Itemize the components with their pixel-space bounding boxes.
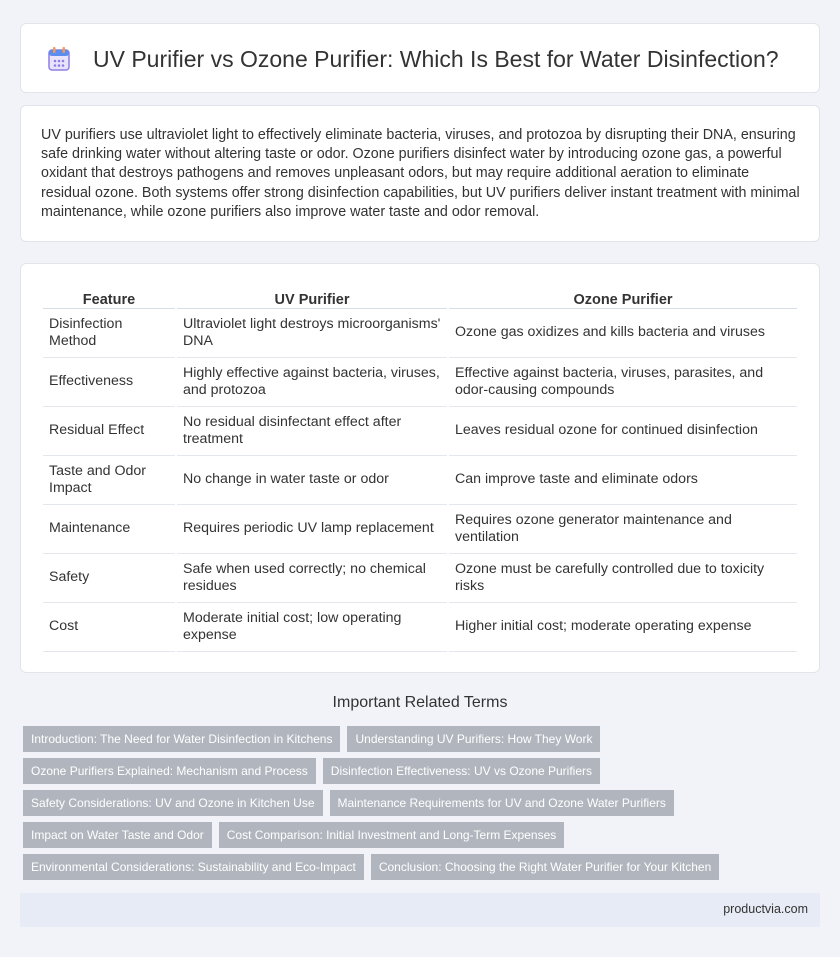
- comparison-card: [20, 263, 820, 673]
- header-uv-purifier: UV Purifier: [177, 286, 447, 309]
- tag-row: [23, 854, 823, 880]
- related-term-link[interactable]: Maintenance Requirements for UV and Ozone Water Purifiers: [330, 790, 674, 816]
- table-row: [43, 407, 797, 456]
- related-term-link[interactable]: Introduction: The Need for Water Disinfection in Kitchens: [23, 726, 340, 752]
- tag-row: [23, 758, 823, 784]
- related-term-link[interactable]: Cost Comparison: Initial Investment and Long-Term Expenses: [219, 822, 565, 848]
- page-title: UV Purifier vs Ozone Purifier: Which Is Best for Water Disinfection?: [93, 46, 779, 72]
- table-row: [43, 309, 797, 358]
- feature-cell: Taste and Odor Impact: [43, 456, 175, 505]
- page-header: [20, 23, 820, 93]
- related-term-link[interactable]: Ozone Purifiers Explained: Mechanism and Process: [23, 758, 316, 784]
- related-terms-title: Important Related Terms: [332, 694, 508, 711]
- intro-text: UV purifiers use ultraviolet light to effectively eliminate bacteria, viruses, and protozoa by disrupting their DNA, ensuring safe drinking water without altering taste or odor. Ozone purifiers disinfect water by introducing ozone gas, a powerful oxidant that destroys pathogens and removes unpleasant odors, but may require additional aeration to eliminate residual ozone. Both systems offer strong disinfection capabilities, but UV purifiers deliver instant treatment with minimal maintenance, while ozone purifiers also improve water taste and odor removal.: [41, 127, 800, 220]
- uv-cell: No residual disinfectant effect after treatment: [177, 407, 447, 456]
- comparison-table: [41, 286, 799, 652]
- table-header-row: [43, 286, 797, 309]
- uv-cell: No change in water taste or odor: [177, 456, 447, 505]
- tag-row: [23, 822, 823, 848]
- feature-cell: Effectiveness: [43, 358, 175, 407]
- footer-site-link[interactable]: productvia.com: [723, 902, 808, 916]
- feature-cell: Residual Effect: [43, 407, 175, 456]
- related-terms-list: [23, 726, 823, 886]
- related-term-link[interactable]: Understanding UV Purifiers: How They Work: [347, 726, 600, 752]
- ozone-cell: Ozone gas oxidizes and kills bacteria and viruses: [449, 309, 797, 358]
- uv-cell: Moderate initial cost; low operating expense: [177, 603, 447, 652]
- related-term-link[interactable]: Conclusion: Choosing the Right Water Purifier for Your Kitchen: [371, 854, 719, 880]
- tag-row: [23, 726, 823, 752]
- uv-cell: Ultraviolet light destroys microorganisms' DNA: [177, 309, 447, 358]
- table-row: [43, 456, 797, 505]
- header-ozone-purifier: Ozone Purifier: [449, 286, 797, 309]
- feature-cell: Maintenance: [43, 505, 175, 554]
- page-footer: [20, 893, 820, 927]
- feature-cell: Disinfection Method: [43, 309, 175, 358]
- calendar-icon: [47, 46, 71, 72]
- ozone-cell: Higher initial cost; moderate operating expense: [449, 603, 797, 652]
- tag-row: [23, 790, 823, 816]
- related-term-link[interactable]: Safety Considerations: UV and Ozone in Kitchen Use: [23, 790, 323, 816]
- feature-cell: Cost: [43, 603, 175, 652]
- related-term-link[interactable]: Impact on Water Taste and Odor: [23, 822, 212, 848]
- ozone-cell: Ozone must be carefully controlled due to toxicity risks: [449, 554, 797, 603]
- related-term-link[interactable]: Environmental Considerations: Sustainability and Eco-Impact: [23, 854, 364, 880]
- related-term-link[interactable]: Disinfection Effectiveness: UV vs Ozone Purifiers: [323, 758, 600, 784]
- uv-cell: Safe when used correctly; no chemical residues: [177, 554, 447, 603]
- ozone-cell: Can improve taste and eliminate odors: [449, 456, 797, 505]
- header-feature: Feature: [43, 286, 175, 309]
- ozone-cell: Leaves residual ozone for continued disinfection: [449, 407, 797, 456]
- table-row: [43, 554, 797, 603]
- feature-cell: Safety: [43, 554, 175, 603]
- table-row: [43, 603, 797, 652]
- intro-card: [20, 105, 820, 242]
- ozone-cell: Effective against bacteria, viruses, parasites, and odor-causing compounds: [449, 358, 797, 407]
- ozone-cell: Requires ozone generator maintenance and ventilation: [449, 505, 797, 554]
- table-row: [43, 358, 797, 407]
- uv-cell: Requires periodic UV lamp replacement: [177, 505, 447, 554]
- uv-cell: Highly effective against bacteria, viruses, and protozoa: [177, 358, 447, 407]
- table-row: [43, 505, 797, 554]
